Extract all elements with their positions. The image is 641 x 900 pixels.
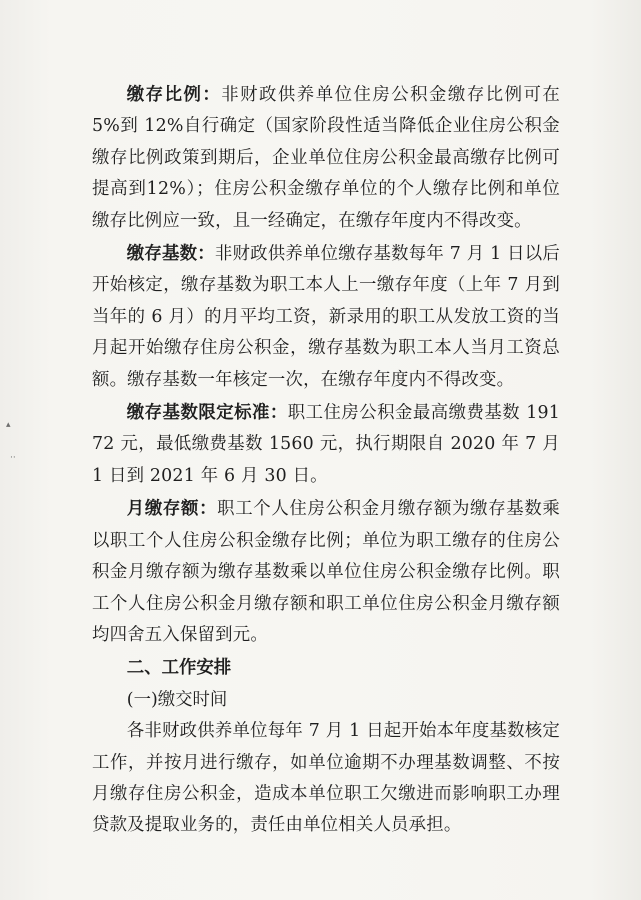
paragraph-text: 职工个人住房公积金月缴存额为缴存基数乘以职工个人住房公积金缴存比例；单位为职工缴存的住房公积金月缴存额为缴存基数乘以单位住房公积金缴存比例。职工个人住房公积金月缴存额和职工单位住房公积金月缴存额均四舍五入保留到元。 (92, 499, 560, 645)
paragraph-payment-time: 各非财政供养单位每年 7 月 1 日起开始本年度基数核定工作，并按月进行缴存，如单位逾期不办理基数调整、不按月缴存住房公积金，造成本单位职工欠缴进而影响职工办理贷款及提取业务的，责任由单位相关人员承担。 (92, 721, 560, 836)
paragraph-base-limit-standard (92, 398, 560, 492)
paragraph-lead: 月缴存额： (126, 499, 218, 520)
paragraph-monthly-amount (92, 494, 560, 651)
paragraph-lead: 缴存比例： (126, 85, 222, 105)
paragraph-text: 非财政供养单位缴存基数每年 7 月 1 日以后开始核定，缴存基数为职工本人上一缴存年度（上年 7 月到当年的 6 月）的月平均工资，新录用的职工从发放工资的当月起开始缴存住房公积金，缴存基数为职工本人当月工资总额。缴存基数一年核定一次，在缴存年度内不得改变。 (92, 244, 560, 390)
subheading-payment-time: (一)缴交时间 (126, 689, 228, 710)
document-body (92, 80, 560, 844)
paragraph-lead: 缴存基数： (126, 244, 215, 265)
paragraph-text: 职工住房公积金最高缴费基数 19172 元，最低缴费基数 1560 元，执行期限自 2020 年 7 月 1 日到 2021 年 6 月 30 日。 (92, 403, 560, 486)
paragraph-contribution-base (92, 239, 560, 396)
paragraph-lead: 缴存基数限定标准： (126, 403, 288, 424)
margin-mark-icon: ▴ (6, 420, 11, 430)
paragraph-contribution-ratio (92, 80, 560, 237)
paragraph-text: 非财政供养单位住房公积金缴存比例可在 5%到 12%自行确定（国家阶段性适当降低企业住房公积金缴存比例政策到期后，企业单位住房公积金最高缴存比例可提高到12%）；住房公积金缴存单位的个人缴存比例和单位缴存比例应一致，且一经确定，在缴存年度内不得改变。 (92, 85, 560, 231)
section-heading-work-arrangement: 二、工作安排 (126, 658, 232, 679)
margin-mark-icon: ·· (10, 453, 16, 463)
